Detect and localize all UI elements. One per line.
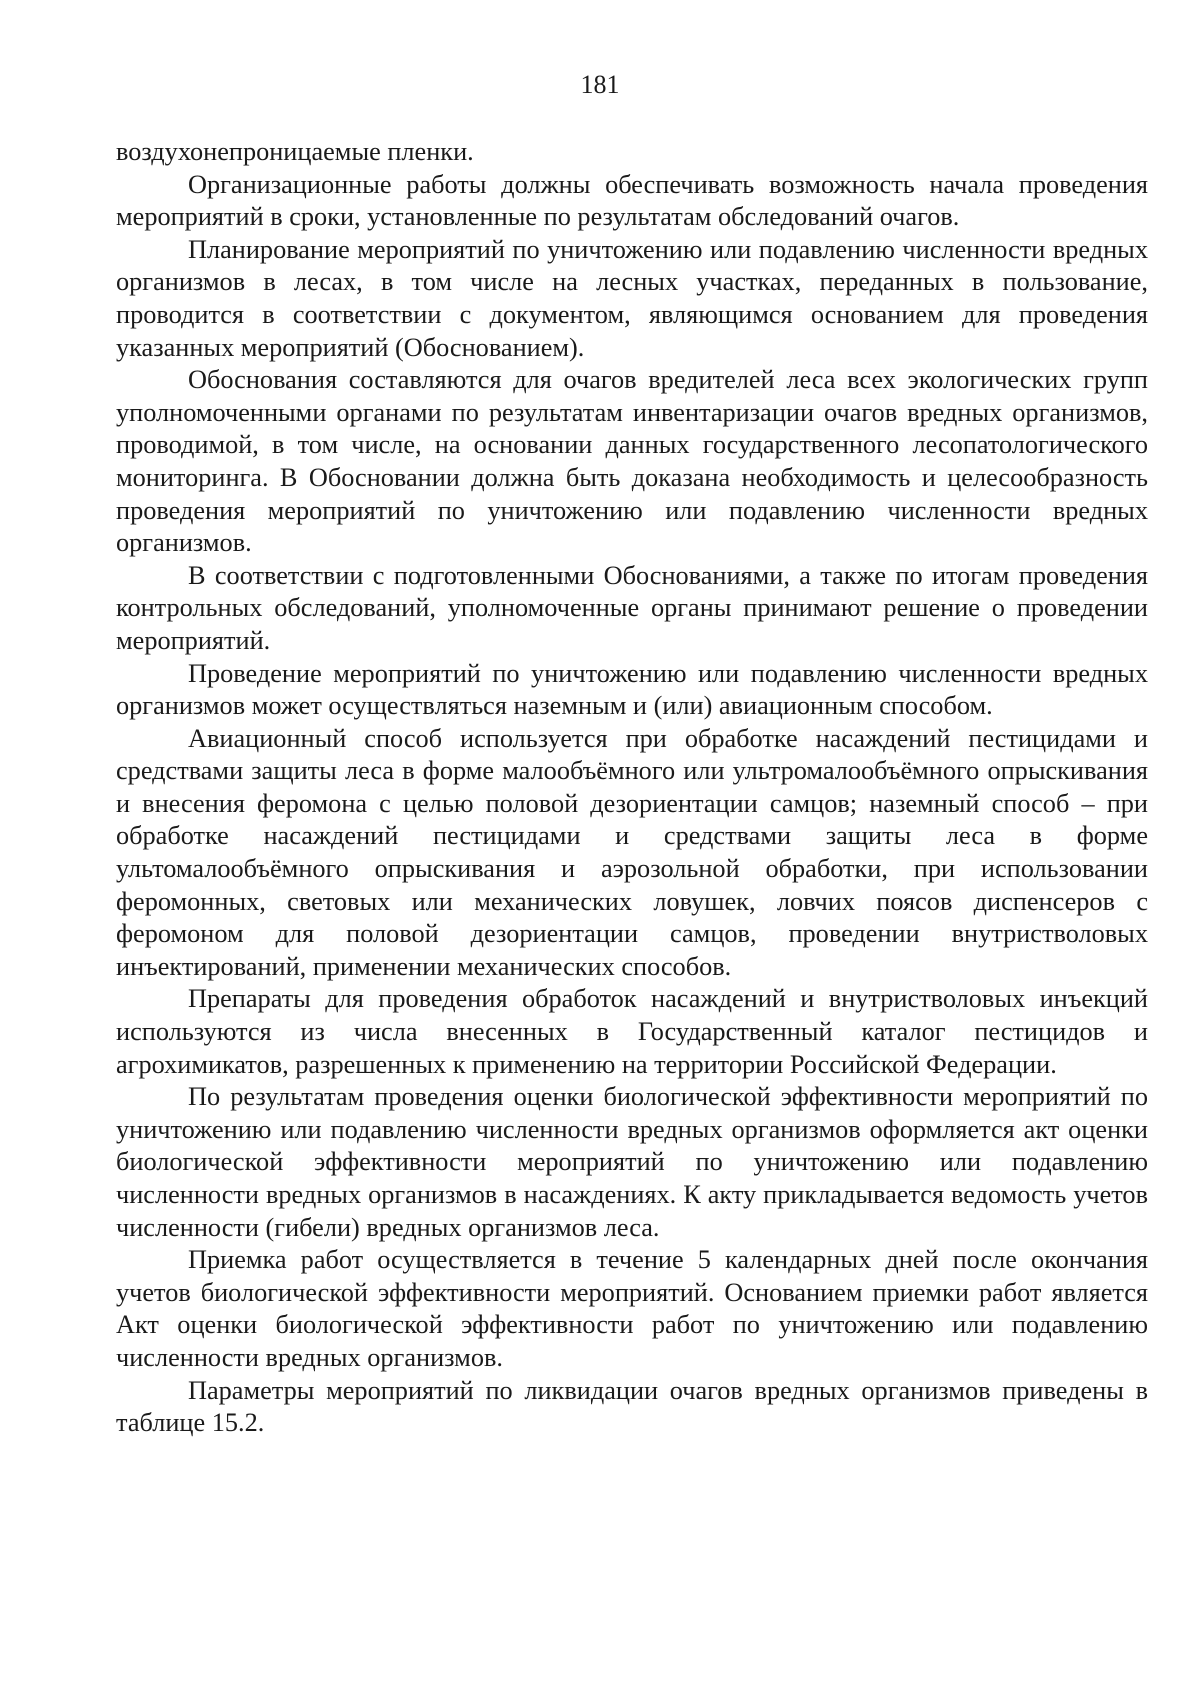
paragraph: Приемка работ осуществляется в течение 5 календарных дней после окончания учетов биологической эффективности мероприятий. Основанием приемки работ является Акт оценки биологической эффективности работ по уничтожению или подавлению численности вредных организмов. — [116, 1245, 1148, 1372]
paragraph: Обоснования составляются для очагов вредителей леса всех экологических групп уполномоченными органами по результатам инвентаризации очагов вредных организмов, проводимой, в том числе, на основании данных государственного лесопатологического мониторинга. В Обосновании должна быть доказана необходимость и целесообразность проведения мероприятий по уничтожению или подавлению численности вредных организмов. — [116, 365, 1148, 558]
paragraph: Авиационный способ используется при обработке насаждений пестицидами и средствами защиты леса в форме малообъёмного или ультромалообъёмного опрыскивания и внесения феромона с целью половой дезориентации самцов; наземный способ – при обработке насаждений пестицидами и средствами защиты леса в форме ультомалообъёмного опрыскивания и аэрозольной обработки, при использовании феромонных, световых или механических ловушек, ловчих поясов диспенсеров с феромоном для половой дезориентации самцов, проведении внутристволовых инъектирований, применении механических способов. — [116, 723, 1148, 981]
paragraph: Планирование мероприятий по уничтожению или подавлению численности вредных организмов в лесах, в том числе на лесных участках, переданных в пользование, проводится в соответствии с документом, являющимся основанием для проведения указанных мероприятий (Обоснованием). — [116, 234, 1148, 362]
paragraph: В соответствии с подготовленными Обоснованиями, а также по итогам проведения контрольных обследований, уполномоченные органы принимают решение о проведении мероприятий. — [116, 560, 1148, 655]
document-body — [116, 136, 1148, 1440]
paragraph: воздухонепроницаемые пленки. — [116, 137, 474, 166]
paragraph: Организационные работы должны обеспечивать возможность начала проведения мероприятий в сроки, установленные по результатам обследований очагов. — [116, 169, 1148, 232]
paragraph: Препараты для проведения обработок насаждений и внутристволовых инъекций используются из числа внесенных в Государственный каталог пестицидов и агрохимикатов, разрешенных к применению на территории Российской Федерации. — [116, 984, 1148, 1079]
page-number: 181 — [580, 70, 620, 99]
paragraph: По результатам проведения оценки биологической эффективности мероприятий по уничтожению или подавлению численности вредных организмов оформляется акт оценки биологической эффективности мероприятий по уничтожению или подавлению численности вредных организмов в насаждениях. К акту прикладывается ведомость учетов численности (гибели) вредных организмов леса. — [116, 1082, 1148, 1242]
paragraph: Проведение мероприятий по уничтожению или подавлению численности вредных организмов может осуществляться наземным и (или) авиационным способом. — [116, 658, 1148, 721]
paragraph: Параметры мероприятий по ликвидации очагов вредных организмов приведены в таблице 15.2. — [116, 1375, 1148, 1438]
